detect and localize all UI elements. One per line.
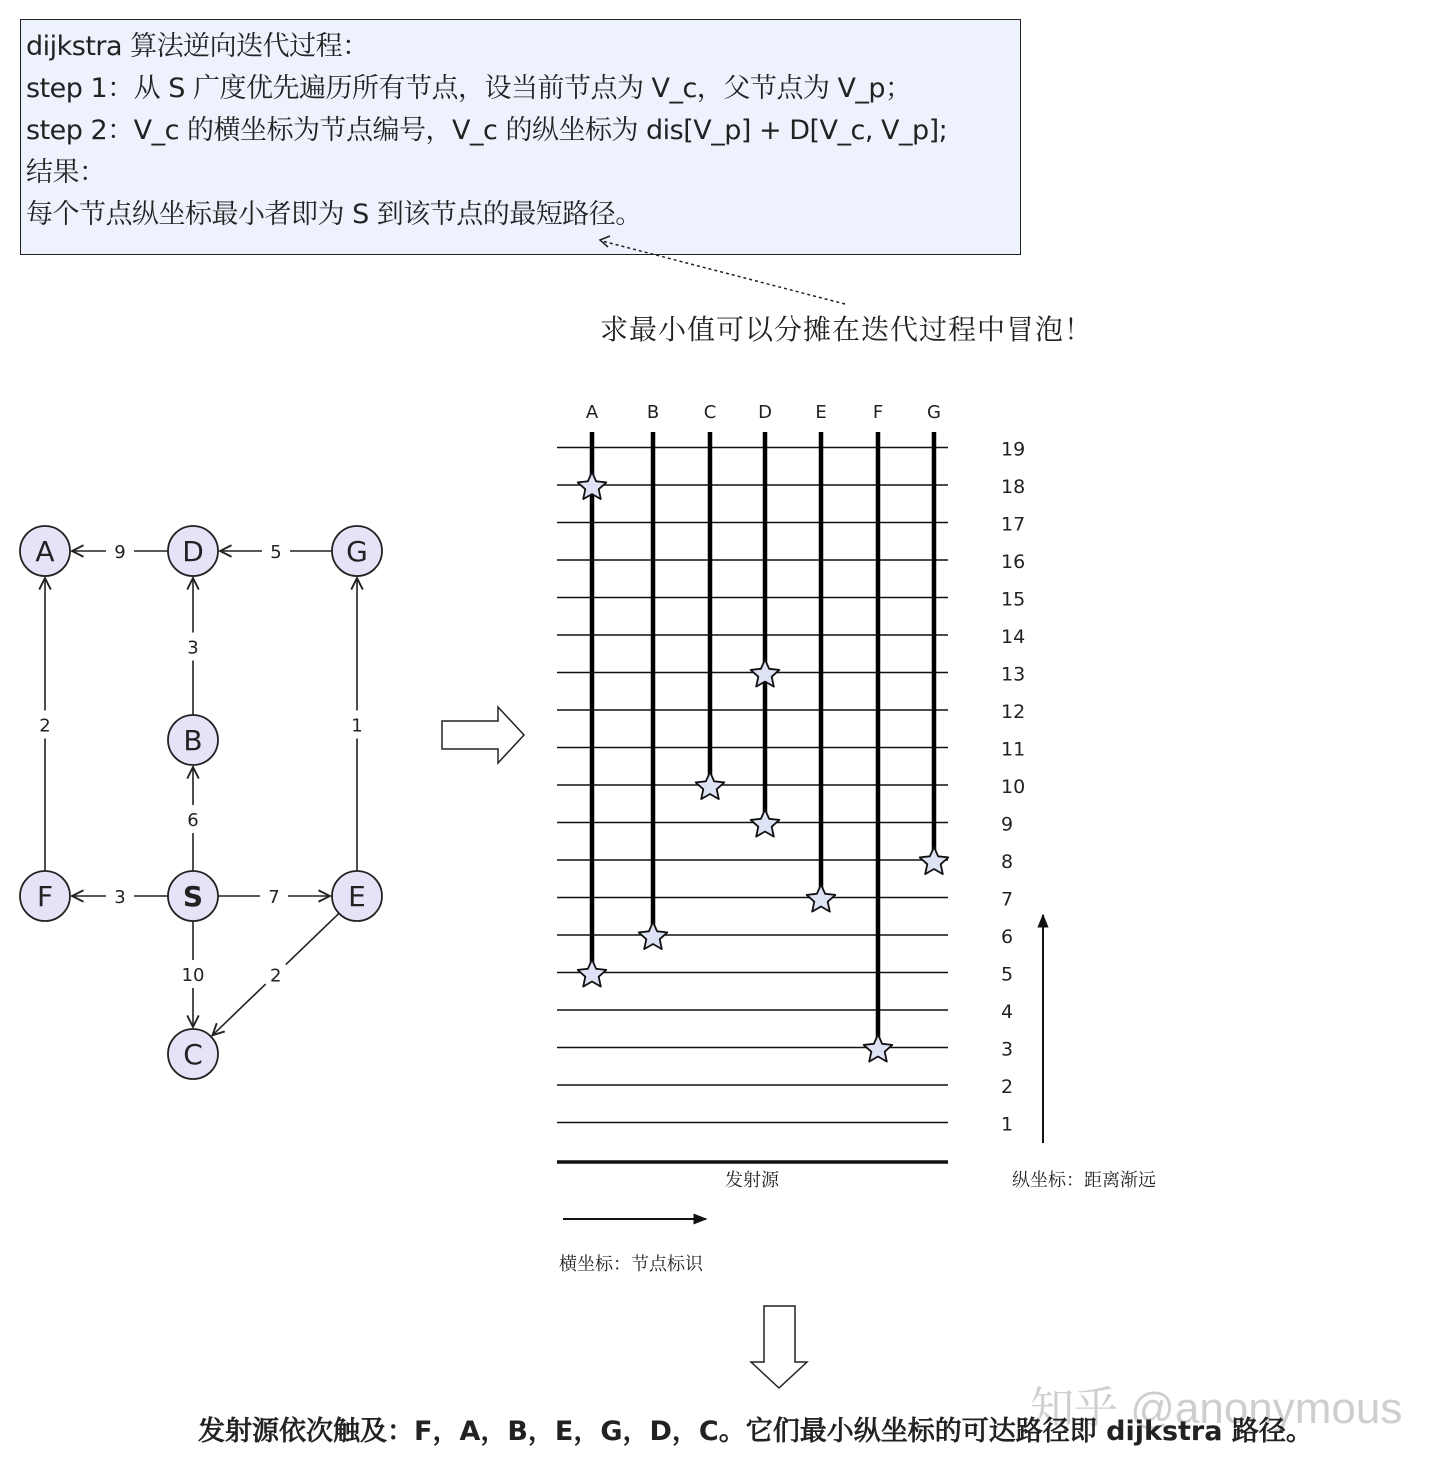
column-label-E: E [815, 402, 827, 423]
column-label-B: B [646, 402, 660, 423]
graph-node-A [20, 526, 70, 576]
graph-node-F [20, 871, 70, 921]
edge-weight: 3 [114, 887, 126, 908]
column-label-C: C [703, 402, 717, 423]
star-marker-icon [639, 922, 668, 949]
graph-node-S [168, 871, 218, 921]
y-tick-label: 11 [1001, 738, 1026, 761]
column-label-F: F [872, 402, 884, 423]
graph-edges [36, 542, 363, 1035]
graph-node-C [168, 1029, 218, 1079]
edge-weight: 6 [187, 810, 199, 831]
watermark: 知乎 @anonymous [1030, 1384, 1403, 1433]
note-title: dijkstra 算法逆向迭代过程： [26, 31, 369, 62]
edge-weight: 9 [114, 542, 126, 563]
edge-weight: 5 [270, 542, 282, 563]
star-marker-icon [578, 960, 607, 987]
svg-text:E: E [348, 880, 366, 913]
svg-text:A: A [35, 535, 55, 568]
y-tick-label: 2 [1001, 1076, 1014, 1098]
edge-S-F [72, 887, 168, 908]
edge-weight: 1 [351, 715, 363, 737]
svg-text:F: F [36, 880, 54, 913]
star-marker-icon [696, 772, 725, 799]
star-marker-icon [864, 1035, 893, 1062]
svg-text:G: G [346, 535, 368, 568]
y-tick-label: 15 [1001, 588, 1026, 611]
graph-node-G [332, 526, 382, 576]
edge-S-E [218, 887, 330, 908]
edge-E-C [212, 913, 339, 1035]
star-marker-icon [920, 847, 949, 874]
star-marker-icon [751, 660, 780, 687]
y-tick-label: 8 [1001, 851, 1014, 873]
y-tick-label: 9 [1001, 813, 1014, 836]
star-marker-icon [751, 810, 780, 837]
y-tick-label: 12 [1001, 701, 1026, 723]
callout-dotted-arrow [600, 236, 845, 304]
y-tick-label: 6 [1001, 926, 1014, 948]
edge-E-G [351, 578, 362, 871]
note-result-label: 结果： [26, 157, 106, 188]
distance-chart [557, 402, 1025, 1162]
note-step-1: step 1：从 S 广度优先遍历所有节点，设当前节点为 V_c，父节点为 V_p； [26, 73, 912, 104]
edge-S-B [187, 767, 198, 871]
y-tick-label: 13 [1001, 663, 1026, 686]
svg-text:B: B [183, 724, 203, 757]
edge-weight: 3 [187, 637, 199, 659]
y-tick-label: 16 [1001, 551, 1026, 573]
down-block-arrow-icon [751, 1306, 807, 1388]
edge-S-C [182, 921, 205, 1027]
y-tick-label: 7 [1001, 888, 1014, 911]
note-step-2: step 2：V_c 的横坐标为节点编号，V_c 的纵坐标为 dis[V_p] + D[V_c, V_p]; [26, 115, 948, 146]
y-tick-label: 10 [1001, 776, 1026, 798]
edge-F-A [39, 578, 50, 871]
y-tick-label: 1 [1001, 1113, 1014, 1136]
edge-D-A [72, 542, 168, 563]
y-tick-label: 17 [1001, 513, 1026, 536]
y-tick-label: 14 [1001, 626, 1026, 648]
y-tick-label: 18 [1001, 476, 1026, 498]
edge-weight: 2 [269, 965, 282, 987]
conclusion-text: 发射源依次触及：F，A，B，E，G，D，C。它们最小纵坐标的可达路径即 dijkstra 路径。 [198, 1416, 1313, 1447]
edge-B-D [187, 578, 198, 715]
y-tick-label: 4 [1001, 1001, 1014, 1023]
graph-node-D [168, 526, 218, 576]
y-tick-label: 3 [1001, 1038, 1014, 1061]
baseline-label: 发射源 [725, 1170, 779, 1191]
edge-weight: 10 [181, 965, 205, 986]
svg-text:D: D [182, 535, 204, 568]
column-label-A: A [585, 402, 599, 423]
star-marker-icon [578, 472, 607, 499]
note-result: 每个节点纵坐标最小者即为 S 到该节点的最短路径。 [26, 199, 642, 230]
graph-node-B [168, 715, 218, 765]
star-marker-icon [807, 885, 836, 912]
column-label-D: D [758, 402, 772, 423]
y-tick-label: 5 [1001, 963, 1014, 986]
graph-node-E [332, 871, 382, 921]
column-label-G: G [927, 402, 941, 423]
x-axis-label: 横坐标：节点标识 [559, 1254, 703, 1275]
svg-text:S: S [182, 880, 204, 913]
graph-nodes [20, 526, 382, 1079]
svg-text:C: C [183, 1038, 203, 1071]
edge-weight: 2 [39, 715, 51, 737]
y-axis-label: 纵坐标：距离渐远 [1012, 1170, 1156, 1191]
callout-text: 求最小值可以分摊在迭代过程中冒泡！ [600, 313, 1094, 346]
y-tick-label: 19 [1001, 438, 1026, 461]
edge-G-D [220, 542, 332, 563]
edge-weight: 7 [268, 887, 280, 908]
right-block-arrow-icon [442, 707, 524, 763]
